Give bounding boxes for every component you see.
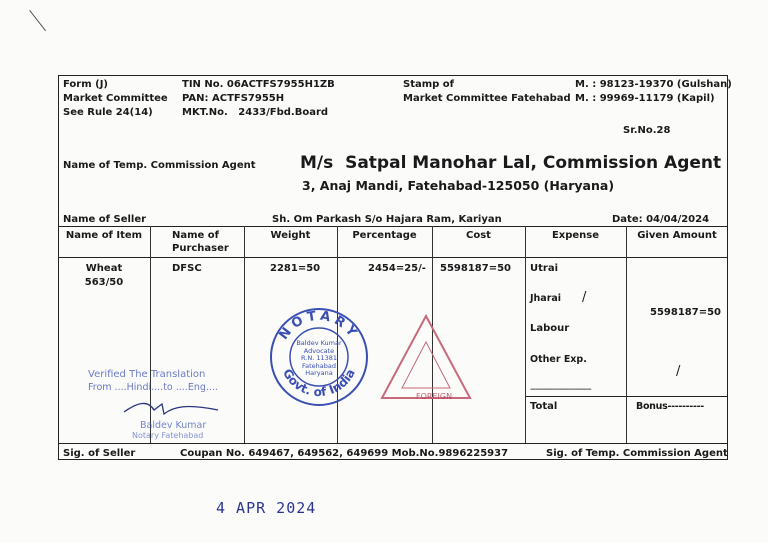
svg-text:Govt. of India: Govt. of India bbox=[280, 366, 358, 400]
svg-text:NOTARY: NOTARY bbox=[276, 308, 362, 343]
given-divider bbox=[627, 396, 728, 397]
seller-signature-label: Sig. of Seller bbox=[63, 448, 136, 459]
tin-number: TIN No. 06ACTFS7955H1ZB bbox=[182, 79, 335, 90]
header-purchaser: Name of Purchaser bbox=[172, 230, 229, 254]
stamp-committee-label: Market Committee Fatehabad bbox=[403, 93, 571, 104]
agent-signature-label: Sig. of Temp. Commission Agent bbox=[546, 448, 728, 459]
bill-date: Date: 04/04/2024 bbox=[612, 214, 710, 225]
header-cost: Cost bbox=[466, 230, 491, 241]
notary-seal-city: Fatehabad bbox=[301, 361, 336, 370]
coupon-number: Coupan No. 649467, 649562, 649699 Mob.No.9896225937 bbox=[180, 448, 509, 459]
col-divider-5 bbox=[525, 226, 526, 443]
cell-weight: 2281=50 bbox=[270, 263, 321, 274]
mobile-gulshan: M. : 98123-19370 (Gulshan) bbox=[575, 79, 732, 90]
rule-label: See Rule 24(14) bbox=[63, 107, 153, 118]
agent-address: 3, Anaj Mandi, Fatehabad-125050 (Haryana) bbox=[302, 178, 615, 193]
expense-utrai: Utrai bbox=[530, 263, 559, 274]
triangle-stamp-text: FOREIGN bbox=[416, 392, 453, 401]
notary-signature bbox=[118, 396, 222, 420]
stamp-of-label: Stamp of bbox=[403, 79, 455, 90]
col-divider-2 bbox=[244, 226, 245, 443]
header-given-amount: Given Amount bbox=[637, 230, 717, 241]
header-expense: Expense bbox=[551, 230, 600, 241]
col-divider-6 bbox=[626, 226, 627, 443]
verified-line-2: From ....Hindi....to ....Eng.... bbox=[88, 382, 218, 393]
header-percentage: Percentage bbox=[352, 230, 417, 241]
cell-purchaser: DFSC bbox=[172, 263, 202, 274]
mobile-kapil: M. : 99969-11179 (Kapil) bbox=[575, 93, 715, 104]
expense-labour: Labour bbox=[530, 323, 570, 334]
serial-number: Sr.No.28 bbox=[623, 125, 671, 136]
cell-cost: 5598187=50 bbox=[440, 263, 512, 274]
agent-label: Name of Temp. Commission Agent bbox=[63, 160, 256, 171]
expense-total: Total bbox=[530, 401, 558, 412]
total-divider bbox=[526, 396, 626, 397]
expense-dashes: ------------------------- bbox=[530, 384, 591, 395]
cell-item-qty: 563/50 bbox=[84, 277, 124, 288]
pan-number: PAN: ACTFS7955H bbox=[182, 93, 285, 104]
notary-name: Baldev Kumar bbox=[140, 420, 207, 431]
seller-name: Sh. Om Parkash S/o Hajara Ram, Kariyan bbox=[272, 214, 502, 225]
notary-seal-name: Baldev Kumar bbox=[296, 339, 342, 347]
pen-tick-1: / bbox=[582, 290, 587, 305]
notary-seal-text bbox=[286, 340, 352, 378]
date-stamp: 4 APR 2024 bbox=[216, 499, 317, 517]
agent-name: M/s Satpal Manohar Lal, Commission Agent bbox=[300, 153, 722, 173]
cell-item: Wheat bbox=[85, 263, 123, 274]
expense-jharai: Jharai bbox=[530, 293, 562, 304]
table-top-line bbox=[58, 226, 728, 227]
mkt-number: MKT.No. 2433/Fbd.Board bbox=[182, 107, 329, 118]
header-weight: Weight bbox=[270, 230, 311, 241]
market-committee-label: Market Committee bbox=[63, 93, 168, 104]
cell-percentage: 2454=25/- bbox=[368, 263, 426, 274]
notary-title: Notary Fatehabad bbox=[132, 431, 204, 440]
given-amount-value: 5598187=50 bbox=[650, 307, 722, 318]
expense-other: Other Exp. bbox=[530, 354, 587, 365]
notary-seal-reg: R.N. 11381 bbox=[300, 354, 338, 362]
notary-seal-state: Haryana bbox=[305, 369, 333, 377]
notary-seal-advocate: Advocate bbox=[303, 346, 335, 355]
header-item: Name of Item bbox=[65, 230, 143, 241]
table-header-line bbox=[58, 257, 728, 258]
scan-mark bbox=[29, 10, 46, 31]
form-label: Form (J) bbox=[63, 79, 108, 90]
verified-line-1: Verified The Translation bbox=[88, 369, 206, 380]
bonus-label: Bonus---------- bbox=[636, 401, 704, 412]
footer-line bbox=[58, 443, 728, 444]
pen-tick-2: / bbox=[676, 364, 681, 379]
seller-label: Name of Seller bbox=[63, 214, 147, 225]
triangle-stamp bbox=[378, 312, 474, 404]
